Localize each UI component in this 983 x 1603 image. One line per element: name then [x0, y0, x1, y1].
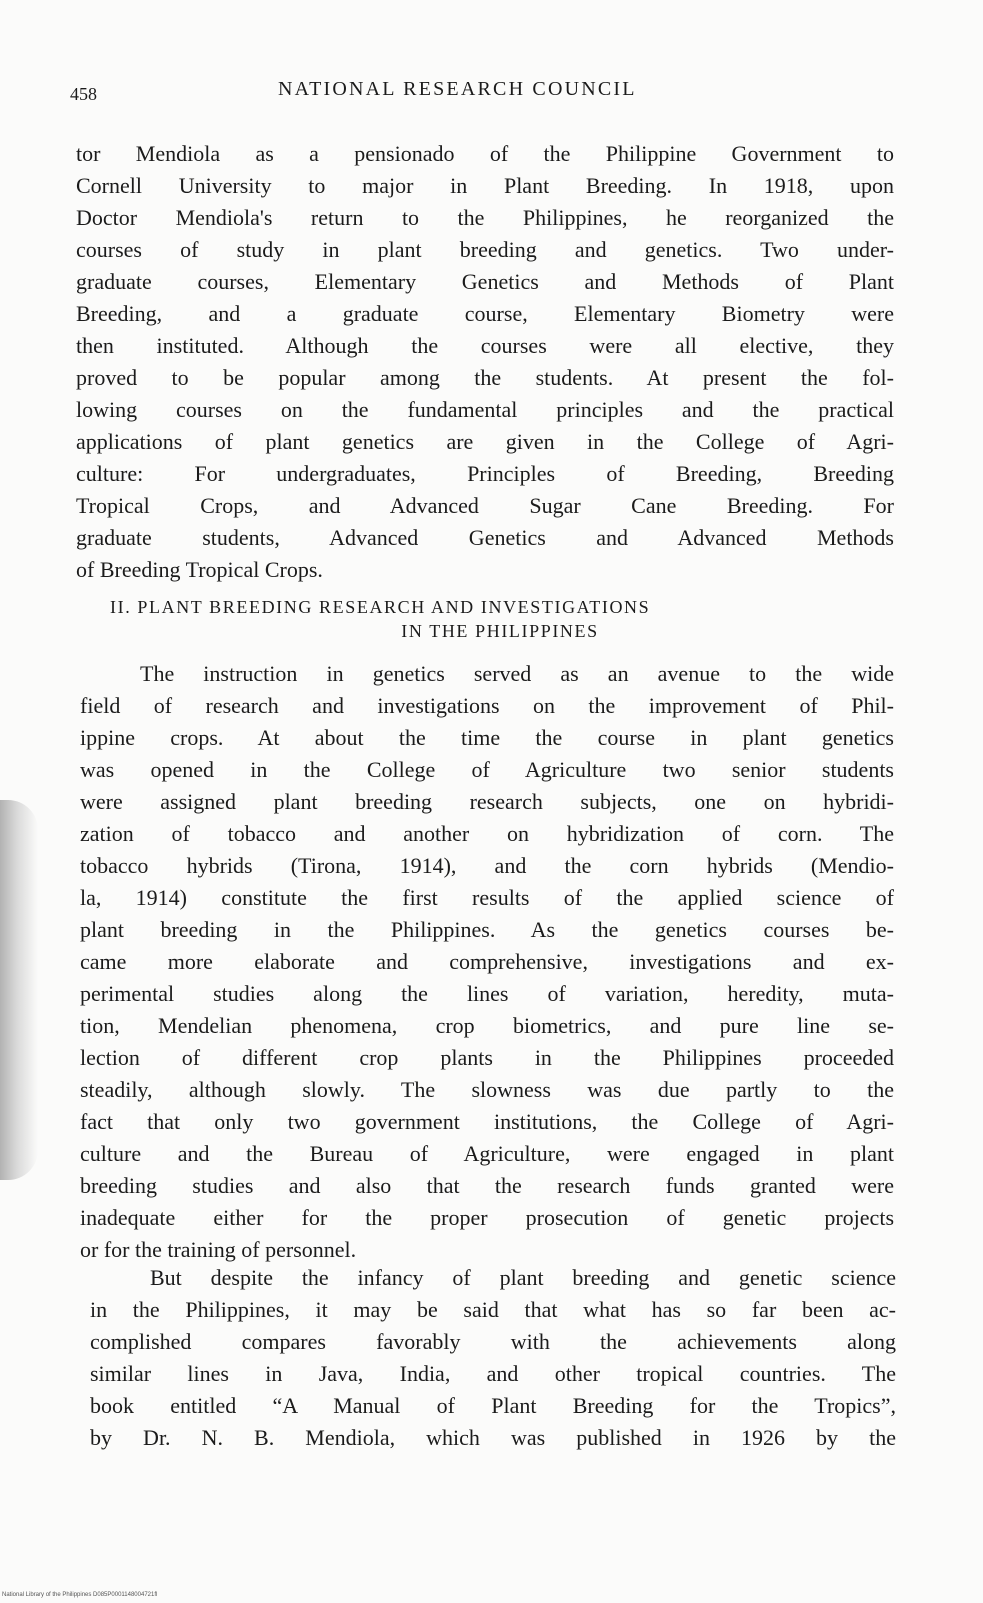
text-line: la, 1914) constitute the first results of the applied science of: [80, 885, 894, 910]
text-line: graduate students, Advanced Genetics and Advanced Methods: [76, 525, 894, 550]
text-line: similar lines in Java, India, and other tropical countries. The: [90, 1361, 896, 1386]
text-line: lowing courses on the fundamental principles and the practical: [76, 397, 894, 422]
text-line: then instituted. Although the courses were all elective, they: [76, 333, 894, 358]
text-line: was opened in the College of Agriculture two senior students: [80, 757, 894, 782]
scan-footer-note: National Library of the Philippines D085P0001148004721fl: [2, 1592, 158, 1598]
text-line: complished compares favorably with the achievements along: [90, 1329, 896, 1354]
text-line: perimental studies along the lines of variation, heredity, muta-: [80, 981, 894, 1006]
text-line: tion, Mendelian phenomena, crop biometrics, and pure line se-: [80, 1013, 894, 1038]
text-line: inadequate either for the proper prosecution of genetic projects: [80, 1205, 894, 1230]
text-line: ippine crops. At about the time the course in plant genetics: [80, 725, 894, 750]
text-line: were assigned plant breeding research subjects, one on hybridi-: [80, 789, 894, 814]
running-title: NATIONAL RESEARCH COUNCIL: [278, 78, 637, 100]
text-line: graduate courses, Elementary Genetics and Methods of Plant: [76, 269, 894, 294]
text-line: The instruction in genetics served as an avenue to the wide: [140, 661, 894, 686]
section-heading-line-1: II. PLANT BREEDING RESEARCH AND INVESTIGATIONS: [110, 597, 651, 617]
page-number: 458: [70, 84, 97, 104]
text-line: tor Mendiola as a pensionado of the Philippine Government to: [76, 141, 894, 166]
text-line: zation of tobacco and another on hybridization of corn. The: [80, 821, 894, 846]
text-line: lection of different crop plants in the Philippines proceeded: [80, 1045, 894, 1070]
text-line: steadily, although slowly. The slowness was due partly to the: [80, 1077, 894, 1102]
text-line: Breeding, and a graduate course, Elementary Biometry were: [76, 301, 894, 326]
section-heading: [110, 595, 870, 643]
text-line: applications of plant genetics are given in the College of Agri-: [76, 429, 894, 454]
text-line: plant breeding in the Philippines. As the genetics courses be-: [80, 917, 894, 942]
text-line: came more elaborate and comprehensive, investigations and ex-: [80, 949, 894, 974]
text-line: field of research and investigations on the improvement of Phil-: [80, 693, 894, 718]
paragraph-3: [90, 1262, 896, 1454]
text-line: courses of study in plant breeding and genetics. Two under-: [76, 237, 894, 262]
paragraph-2: [80, 658, 894, 1266]
text-line: Doctor Mendiola's return to the Philippines, he reorganized the: [76, 205, 894, 230]
text-line: Cornell University to major in Plant Breeding. In 1918, upon: [76, 173, 894, 198]
binding-shadow: [0, 800, 38, 1180]
text-line: proved to be popular among the students. At present the fol-: [76, 365, 894, 390]
text-line: of Breeding Tropical Crops.: [76, 557, 323, 582]
paragraph-1: [76, 138, 894, 586]
text-line: breeding studies and also that the research funds granted were: [80, 1173, 894, 1198]
text-line: But despite the infancy of plant breeding and genetic science: [150, 1265, 896, 1290]
text-line: by Dr. N. B. Mendiola, which was published in 1926 by the: [90, 1425, 896, 1450]
text-line: book entitled “A Manual of Plant Breeding for the Tropics”,: [90, 1393, 896, 1418]
text-line: in the Philippines, it may be said that what has so far been ac-: [90, 1297, 896, 1322]
text-line: tobacco hybrids (Tirona, 1914), and the corn hybrids (Mendio-: [80, 853, 894, 878]
text-line: Tropical Crops, and Advanced Sugar Cane Breeding. For: [76, 493, 894, 518]
running-head: [70, 78, 910, 108]
section-heading-line-2: IN THE PHILIPPINES: [401, 621, 599, 641]
text-line: culture: For undergraduates, Principles of Breeding, Breeding: [76, 461, 894, 486]
text-line: culture and the Bureau of Agriculture, were engaged in plant: [80, 1141, 894, 1166]
text-line: fact that only two government institutions, the College of Agri-: [80, 1109, 894, 1134]
text-line: or for the training of personnel.: [80, 1237, 357, 1262]
